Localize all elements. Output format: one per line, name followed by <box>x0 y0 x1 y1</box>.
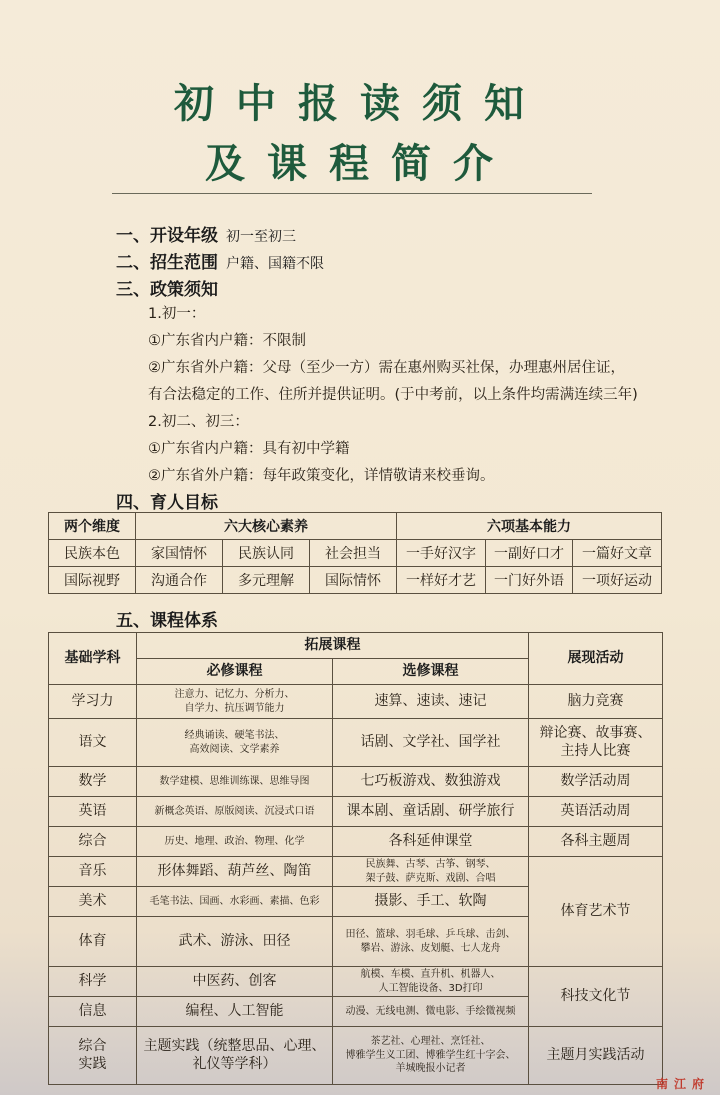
curr-subject: 数学 <box>49 767 137 797</box>
watermark-stamp: 南江府 <box>655 1077 710 1091</box>
goals-cell: 一副好口才 <box>486 540 573 567</box>
curr-required: 注意力、记忆力、分析力、 自学力、抗压调节能力 <box>137 685 333 719</box>
curr-elective: 航模、车模、直升机、机器人、 人工智能设备、3D打印 <box>333 967 529 997</box>
goals-cell: 沟通合作 <box>136 567 223 594</box>
goals-cell: 一手好汉字 <box>397 540 486 567</box>
goals-cell: 民族认同 <box>223 540 310 567</box>
curr-subject: 美术 <box>49 887 137 917</box>
curr-subject: 语文 <box>49 719 137 767</box>
goals-cell: 一样好才艺 <box>397 567 486 594</box>
policy-g1-b: ②广东省外户籍：父母（至少一方）需在惠州购买社保，办理惠州居住证， <box>148 360 625 376</box>
curr-header-show: 展现活动 <box>529 633 663 685</box>
policy-g1-c: 有合法稳定的工作、住所并提供证明。(于中考前，以上条件均需满连续三年) <box>148 387 638 403</box>
section-enrollment <box>116 248 324 273</box>
curr-subject: 体育 <box>49 917 137 967</box>
curr-show: 各科主题周 <box>529 827 663 857</box>
curr-header-ext: 拓展课程 <box>137 633 529 659</box>
page-title-line1: 初中报读须知 <box>174 80 546 127</box>
section-grades-value: 初一至初三 <box>226 229 296 245</box>
goals-cell: 多元理解 <box>223 567 310 594</box>
section-enrollment-label: 二、招生范围 <box>116 253 218 273</box>
curr-elective: 民族舞、古琴、古筝、钢琴、 架子鼓、萨克斯、戏剧、合唱 <box>333 857 529 887</box>
curr-required: 形体舞蹈、葫芦丝、陶笛 <box>137 857 333 887</box>
goals-cell: 民族本色 <box>49 540 136 567</box>
curr-show: 英语活动周 <box>529 797 663 827</box>
curr-required: 数学建模、思维训练课、思维导图 <box>137 767 333 797</box>
goals-cell: 一项好运动 <box>573 567 662 594</box>
section-grades <box>116 221 296 246</box>
curr-subject: 科学 <box>49 967 137 997</box>
section-grades-label: 一、开设年级 <box>116 226 218 246</box>
curr-elective: 动漫、无线电测、微电影、手绘微视频 <box>333 997 529 1027</box>
goals-cell: 国际情怀 <box>310 567 397 594</box>
policy-g2-a: ①广东省内户籍：具有初中学籍 <box>148 441 350 457</box>
policy-g2-b: ②广东省外户籍：每年政策变化，详情敬请来校垂询。 <box>148 468 495 484</box>
policy-g1-a: ①广东省内户籍：不限制 <box>148 333 306 349</box>
goals-cell: 家国情怀 <box>136 540 223 567</box>
curr-required: 主题实践（统整思品、心理、 礼仪等学科） <box>137 1027 333 1085</box>
curr-show: 科技文化节 <box>529 967 663 1027</box>
curr-required: 编程、人工智能 <box>137 997 333 1027</box>
goals-header-core: 六大核心素养 <box>136 513 397 540</box>
curriculum-table <box>48 632 663 1085</box>
curr-elective: 茶艺社、心理社、烹饪社、 博雅学生义工团、博雅学生红十字会、 羊城晚报小记者 <box>333 1027 529 1085</box>
goals-header-ability: 六项基本能力 <box>397 513 662 540</box>
curr-required: 武术、游泳、田径 <box>137 917 333 967</box>
curr-elective: 摄影、手工、软陶 <box>333 887 529 917</box>
curr-required: 中医药、创客 <box>137 967 333 997</box>
goals-cell: 国际视野 <box>49 567 136 594</box>
curr-elective: 七巧板游戏、数独游戏 <box>333 767 529 797</box>
section-policy-label: 三、政策须知 <box>116 280 218 300</box>
curr-subject: 学习力 <box>49 685 137 719</box>
curr-show: 数学活动周 <box>529 767 663 797</box>
curr-required: 历史、地理、政治、物理、化学 <box>137 827 333 857</box>
goals-cell: 社会担当 <box>310 540 397 567</box>
curr-elective: 田径、篮球、羽毛球、乒乓球、击剑、 攀岩、游泳、皮划艇、七人龙舟 <box>333 917 529 967</box>
curr-show: 体育艺术节 <box>529 857 663 967</box>
curr-show: 脑力竞赛 <box>529 685 663 719</box>
curr-subject: 音乐 <box>49 857 137 887</box>
goals-table <box>48 512 662 594</box>
curr-required: 新概念英语、原版阅读、沉浸式口语 <box>137 797 333 827</box>
curr-required: 经典诵读、硬笔书法、 高效阅读、文学素养 <box>137 719 333 767</box>
curr-subject: 英语 <box>49 797 137 827</box>
curr-show: 辩论赛、故事赛、 主持人比赛 <box>529 719 663 767</box>
section-goals-label: 四、育人目标 <box>116 493 218 513</box>
curr-subject: 信息 <box>49 997 137 1027</box>
goals-header-dimension: 两个维度 <box>49 513 136 540</box>
goals-cell: 一门好外语 <box>486 567 573 594</box>
curr-elective: 话剧、文学社、国学社 <box>333 719 529 767</box>
curr-subject: 综合 <box>49 827 137 857</box>
curr-show: 主题月实践活动 <box>529 1027 663 1085</box>
policy-g1: 1.初一： <box>148 306 206 322</box>
curr-elective: 速算、速读、速记 <box>333 685 529 719</box>
page-title-line2: 及课程简介 <box>205 140 515 187</box>
curr-elective: 各科延伸课堂 <box>333 827 529 857</box>
section-curriculum-label: 五、课程体系 <box>116 611 218 631</box>
goals-cell: 一篇好文章 <box>573 540 662 567</box>
curr-header-base: 基础学科 <box>49 633 137 685</box>
curr-header-elective: 选修课程 <box>333 659 529 685</box>
title-divider <box>112 193 592 194</box>
curr-subject: 综合 实践 <box>49 1027 137 1085</box>
curr-header-required: 必修课程 <box>137 659 333 685</box>
curr-elective: 课本剧、童话剧、研学旅行 <box>333 797 529 827</box>
policy-g2: 2.初二、初三： <box>148 414 249 430</box>
curr-required: 毛笔书法、国画、水彩画、素描、色彩 <box>137 887 333 917</box>
section-enrollment-value: 户籍、国籍不限 <box>226 256 324 272</box>
